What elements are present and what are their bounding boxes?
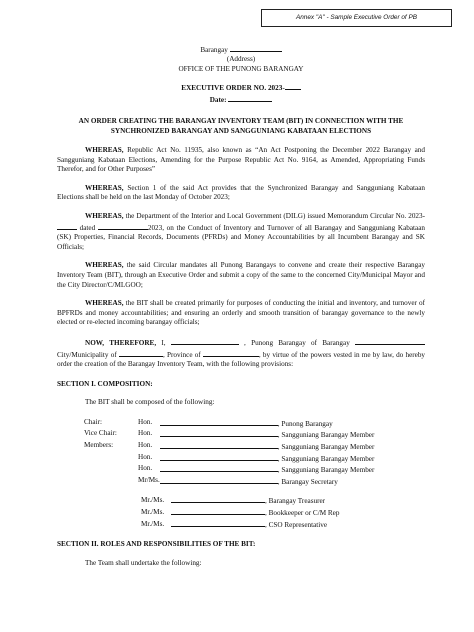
section-2-title: SECTION II. ROLES AND RESPONSIBILITIES OF THE BIT: bbox=[57, 540, 256, 549]
composition-table bbox=[84, 418, 374, 488]
section-2-intro: The Team shall undertake the following: bbox=[85, 558, 202, 567]
whereas-paragraph-3: WHEREAS, the Department of the Interior and Local Government (DILG) issued Memorandum Circular No. 2023- dated 2023, on the Conduct of Inventory and Turnover of all Barangay and Sangguniang Kabataan (SK) Properties, Financial Records, Documents (PFRDs) and Money Accountabilities by all Incumbent Barangay and SK Officials; bbox=[57, 211, 426, 251]
section-1-title: SECTION I. COMPOSITION: bbox=[57, 379, 153, 388]
name-blank bbox=[160, 464, 278, 472]
barangay-line bbox=[57, 44, 425, 55]
name-blank bbox=[160, 429, 278, 437]
table-row: Vice Chair: Hon. , Sangguniang Barangay Member bbox=[84, 429, 375, 440]
executive-order-number bbox=[57, 82, 425, 94]
support-staff-table bbox=[141, 495, 339, 530]
pb-name-blank bbox=[171, 337, 239, 345]
eo-number-blank bbox=[285, 82, 301, 90]
section-1-intro: The BIT shall be composed of the following: bbox=[85, 398, 215, 407]
table-row: Chair: Hon. , Punong Barangay bbox=[84, 417, 333, 428]
name-blank bbox=[171, 495, 265, 503]
whereas-paragraph-2: WHEREAS, Section 1 of the said Act provides that the Synchronized Barangay and Sangguniang Kabataan Elections shall be held on the last Monday of October 2023; bbox=[57, 183, 425, 202]
province-name-blank bbox=[203, 349, 259, 357]
office-title: OFFICE OF THE PUNONG BARANGAY bbox=[178, 64, 304, 73]
barangay-label: Barangay bbox=[200, 46, 228, 54]
name-blank bbox=[160, 453, 278, 461]
order-title: AN ORDER CREATING THE BARANGAY INVENTORY TEAM (BIT) IN CONNECTION WITH THE SYNCHRONIZED BARANGAY AND SANGGUNIANG KABATAAN ELECTIONS bbox=[78, 117, 404, 136]
whereas-paragraph-4: WHEREAS, the said Circular mandates all Punong Barangays to convene and create their respective Barangay Inventory Team (BIT), through an Executive Order and submit a copy of the same to the concerned City/Municipal Mayor and the City Director/C/MLGOO; bbox=[57, 261, 426, 289]
date-line bbox=[57, 94, 425, 106]
name-blank bbox=[160, 441, 278, 449]
table-row: Mr/Ms. , Barangay Secretary bbox=[138, 475, 338, 486]
annex-label: Annex "A" - Sample Executive Order of PB bbox=[261, 9, 452, 27]
name-blank bbox=[171, 507, 265, 515]
now-therefore-paragraph: NOW, THEREFORE, I, , Punong Barangay of Barangay City/Municipality of , Province of , by virtue of the powers vested in me by law, do hereby order the creation of the Barangay Inventory Team, with the following provisions: bbox=[57, 338, 426, 369]
city-name-blank bbox=[119, 349, 163, 357]
whereas-paragraph-5: WHEREAS, the BIT shall be created primarily for purposes of conducting the initial and inventory, and turnover of BPFRDs and money accountabilities; and ensuring an orderly and smooth transition of barangay governance to the newly elected or re-elected incoming barangay officials; bbox=[57, 299, 426, 327]
name-blank bbox=[160, 476, 278, 484]
date-blank bbox=[228, 94, 272, 102]
date-label: Date: bbox=[209, 95, 227, 104]
mc-date-blank bbox=[98, 222, 148, 230]
table-row: Mr./Ms. , Bookkeeper or C/M Rep bbox=[141, 508, 340, 518]
mc-number-blank bbox=[57, 222, 77, 230]
table-row: Mr./Ms. , Barangay Treasurer bbox=[141, 496, 326, 506]
whereas-paragraph-1: WHEREAS, Republic Act No. 11935, also known as “An Act Postponing the December 2022 Barangay and Sangguniang Kabataan Elections, Amending for the Purpose Republic Act No. 9164, as Amended, Appropriating Funds Therefor, and for Other Purposes” bbox=[57, 146, 425, 174]
table-row: Members: Hon. , Sangguniang Barangay Member bbox=[84, 441, 375, 452]
name-blank bbox=[171, 519, 265, 527]
table-row: Hon. , Sangguniang Barangay Member bbox=[138, 452, 375, 463]
barangay-name-blank bbox=[355, 337, 425, 345]
table-row: Hon. , Sangguniang Barangay Member bbox=[138, 464, 375, 475]
barangay-blank bbox=[230, 44, 282, 52]
eo-label: EXECUTIVE ORDER NO. 2023- bbox=[181, 84, 285, 93]
address-label: (Address) bbox=[226, 55, 256, 64]
executive-order-document bbox=[57, 44, 425, 568]
table-row: Mr./Ms. , CSO Representative bbox=[141, 519, 328, 529]
name-blank bbox=[160, 418, 278, 426]
